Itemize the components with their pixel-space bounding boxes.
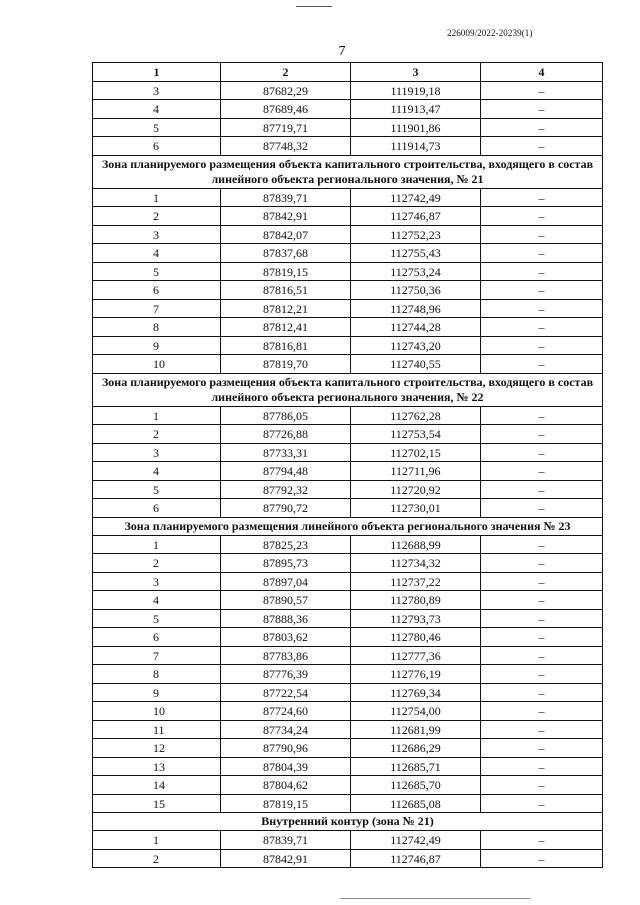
x-coordinate-cell: 87786,05 [221,406,351,425]
y-coordinate-cell: 112780,89 [351,591,481,610]
zone-heading-row [93,813,603,831]
y-coordinate-cell: 112711,96 [351,462,481,481]
x-coordinate-cell: 87804,62 [221,776,351,795]
table-row [93,137,603,156]
y-coordinate-cell: 111913,47 [351,100,481,119]
x-coordinate-cell: 87895,73 [221,554,351,573]
point-number-cell: 5 [93,609,221,628]
table-row [93,118,603,137]
note-cell: – [481,591,603,610]
y-coordinate-cell: 112686,29 [351,739,481,758]
note-cell: – [481,443,603,462]
note-cell: – [481,225,603,244]
x-coordinate-cell: 87804,39 [221,757,351,776]
y-coordinate-cell: 112746,87 [351,849,481,868]
y-coordinate-cell: 112746,87 [351,207,481,226]
point-number-cell: 4 [93,591,221,610]
y-coordinate-cell: 112750,36 [351,281,481,300]
note-cell: – [481,628,603,647]
y-coordinate-cell: 112754,00 [351,702,481,721]
x-coordinate-cell: 87842,07 [221,225,351,244]
note-cell: – [481,100,603,119]
y-coordinate-cell: 112753,54 [351,425,481,444]
table-row [93,609,603,628]
y-coordinate-cell: 112777,36 [351,646,481,665]
table-row [93,757,603,776]
x-coordinate-cell: 87682,29 [221,81,351,100]
table-row [93,535,603,554]
note-cell: – [481,776,603,795]
y-coordinate-cell: 111914,73 [351,137,481,156]
table-row [93,462,603,481]
y-coordinate-cell: 112752,23 [351,225,481,244]
table-row [93,443,603,462]
table-row [93,646,603,665]
point-number-cell: 4 [93,462,221,481]
table-row [93,100,603,119]
note-cell: – [481,262,603,281]
point-number-cell: 9 [93,336,221,355]
note-cell: – [481,336,603,355]
coordinates-table [92,62,603,868]
y-coordinate-cell: 112685,71 [351,757,481,776]
table-row [93,739,603,758]
x-coordinate-cell: 87839,71 [221,188,351,207]
point-number-cell: 3 [93,443,221,462]
x-coordinate-cell: 87726,88 [221,425,351,444]
table-row [93,318,603,337]
note-cell: – [481,646,603,665]
note-cell: – [481,849,603,868]
point-number-cell: 11 [93,720,221,739]
zone-heading: Зона планируемого размещения объекта капитального строительства, входящего в состав линейного объекта регионального значения, № 22 [93,373,603,406]
x-coordinate-cell: 87897,04 [221,572,351,591]
x-coordinate-cell: 87842,91 [221,849,351,868]
table-row [93,262,603,281]
x-coordinate-cell: 87819,15 [221,262,351,281]
y-coordinate-cell: 112720,92 [351,480,481,499]
coordinates-table-body [93,63,603,868]
x-coordinate-cell: 87776,39 [221,665,351,684]
point-number-cell: 8 [93,665,221,684]
x-coordinate-cell: 87812,21 [221,299,351,318]
note-cell: – [481,480,603,499]
x-coordinate-cell: 87839,71 [221,831,351,850]
table-row [93,281,603,300]
y-coordinate-cell: 111919,18 [351,81,481,100]
y-coordinate-cell: 112740,55 [351,355,481,374]
point-number-cell: 8 [93,318,221,337]
y-coordinate-cell: 112776,19 [351,665,481,684]
y-coordinate-cell: 112743,20 [351,336,481,355]
point-number-cell: 2 [93,849,221,868]
point-number-cell: 5 [93,118,221,137]
note-cell: – [481,355,603,374]
y-coordinate-cell: 112685,70 [351,776,481,795]
point-number-cell: 13 [93,757,221,776]
x-coordinate-cell: 87783,86 [221,646,351,665]
scan-artifact-top [296,6,332,7]
y-coordinate-cell: 112742,49 [351,188,481,207]
document-registration-number: 226009/2022-20239(1) [447,28,533,38]
x-coordinate-cell: 87816,51 [221,281,351,300]
x-coordinate-cell: 87794,48 [221,462,351,481]
y-coordinate-cell: 112681,99 [351,720,481,739]
note-cell: – [481,188,603,207]
x-coordinate-cell: 87837,68 [221,244,351,263]
table-row [93,188,603,207]
point-number-cell: 2 [93,425,221,444]
x-coordinate-cell: 87890,57 [221,591,351,610]
y-coordinate-cell: 112734,32 [351,554,481,573]
note-cell: – [481,244,603,263]
zone-heading: Зона планируемого размещения линейного объекта регионального значения № 23 [93,517,603,535]
table-row [93,554,603,573]
point-number-cell: 2 [93,554,221,573]
note-cell: – [481,299,603,318]
note-cell: – [481,207,603,226]
table-row [93,207,603,226]
table-row [93,831,603,850]
y-coordinate-cell: 112755,43 [351,244,481,263]
y-coordinate-cell: 112730,01 [351,499,481,518]
x-coordinate-cell: 87812,41 [221,318,351,337]
x-coordinate-cell: 87733,31 [221,443,351,462]
point-number-cell: 1 [93,188,221,207]
table-row [93,425,603,444]
point-number-cell: 4 [93,100,221,119]
x-coordinate-cell: 87734,24 [221,720,351,739]
x-coordinate-cell: 87819,70 [221,355,351,374]
zone-heading: Зона планируемого размещения объекта капитального строительства, входящего в состав линейного объекта регионального значения, № 21 [93,155,603,188]
scan-artifact-bottom [340,898,530,899]
note-cell: – [481,499,603,518]
point-number-cell: 6 [93,137,221,156]
point-number-cell: 5 [93,262,221,281]
note-cell: – [481,535,603,554]
point-number-cell: 4 [93,244,221,263]
point-number-cell: 5 [93,480,221,499]
y-coordinate-cell: 112702,15 [351,443,481,462]
y-coordinate-cell: 112762,28 [351,406,481,425]
zone-heading-row [93,517,603,535]
column-header-3: 3 [351,63,481,82]
table-row [93,683,603,702]
point-number-cell: 1 [93,535,221,554]
note-cell: – [481,683,603,702]
point-number-cell: 3 [93,572,221,591]
table-row [93,480,603,499]
point-number-cell: 2 [93,207,221,226]
x-coordinate-cell: 87819,15 [221,794,351,813]
x-coordinate-cell: 87816,81 [221,336,351,355]
page-number: 7 [338,44,346,59]
note-cell: – [481,720,603,739]
x-coordinate-cell: 87689,46 [221,100,351,119]
x-coordinate-cell: 87748,32 [221,137,351,156]
x-coordinate-cell: 87825,23 [221,535,351,554]
note-cell: – [481,702,603,721]
note-cell: – [481,425,603,444]
table-row [93,299,603,318]
y-coordinate-cell: 112685,08 [351,794,481,813]
note-cell: – [481,609,603,628]
point-number-cell: 10 [93,702,221,721]
y-coordinate-cell: 112737,22 [351,572,481,591]
point-number-cell: 7 [93,646,221,665]
note-cell: – [481,137,603,156]
x-coordinate-cell: 87790,96 [221,739,351,758]
point-number-cell: 1 [93,406,221,425]
y-coordinate-cell: 112748,96 [351,299,481,318]
point-number-cell: 6 [93,281,221,300]
point-number-cell: 9 [93,683,221,702]
x-coordinate-cell: 87722,54 [221,683,351,702]
note-cell: – [481,462,603,481]
y-coordinate-cell: 112753,24 [351,262,481,281]
table-row [93,591,603,610]
y-coordinate-cell: 112793,73 [351,609,481,628]
point-number-cell: 6 [93,628,221,647]
note-cell: – [481,831,603,850]
table-row [93,572,603,591]
point-number-cell: 1 [93,831,221,850]
point-number-cell: 7 [93,299,221,318]
x-coordinate-cell: 87790,72 [221,499,351,518]
column-header-4: 4 [481,63,603,82]
note-cell: – [481,406,603,425]
note-cell: – [481,739,603,758]
note-cell: – [481,794,603,813]
y-coordinate-cell: 112688,99 [351,535,481,554]
table-row [93,499,603,518]
point-number-cell: 12 [93,739,221,758]
point-number-cell: 14 [93,776,221,795]
y-coordinate-cell: 112742,49 [351,831,481,850]
y-coordinate-cell: 112769,34 [351,683,481,702]
column-header-1: 1 [93,63,221,82]
table-row [93,244,603,263]
note-cell: – [481,81,603,100]
note-cell: – [481,554,603,573]
table-row [93,406,603,425]
zone-heading: Внутренний контур (зона № 21) [93,813,603,831]
point-number-cell: 6 [93,499,221,518]
note-cell: – [481,665,603,684]
zone-heading-row [93,155,603,188]
point-number-cell: 10 [93,355,221,374]
note-cell: – [481,318,603,337]
point-number-cell: 15 [93,794,221,813]
point-number-cell: 3 [93,81,221,100]
column-header-2: 2 [221,63,351,82]
table-row [93,849,603,868]
note-cell: – [481,118,603,137]
table-row [93,702,603,721]
zone-heading-row [93,373,603,406]
y-coordinate-cell: 112744,28 [351,318,481,337]
y-coordinate-cell: 111901,86 [351,118,481,137]
table-row [93,225,603,244]
table-row [93,776,603,795]
table-header-row [93,63,603,82]
x-coordinate-cell: 87888,36 [221,609,351,628]
note-cell: – [481,281,603,300]
point-number-cell: 3 [93,225,221,244]
table-row [93,355,603,374]
note-cell: – [481,572,603,591]
table-row [93,628,603,647]
table-row [93,665,603,684]
x-coordinate-cell: 87724,60 [221,702,351,721]
table-row [93,336,603,355]
x-coordinate-cell: 87792,32 [221,480,351,499]
x-coordinate-cell: 87719,71 [221,118,351,137]
y-coordinate-cell: 112780,46 [351,628,481,647]
x-coordinate-cell: 87803,62 [221,628,351,647]
table-row [93,794,603,813]
table-row [93,720,603,739]
table-row [93,81,603,100]
x-coordinate-cell: 87842,91 [221,207,351,226]
note-cell: – [481,757,603,776]
